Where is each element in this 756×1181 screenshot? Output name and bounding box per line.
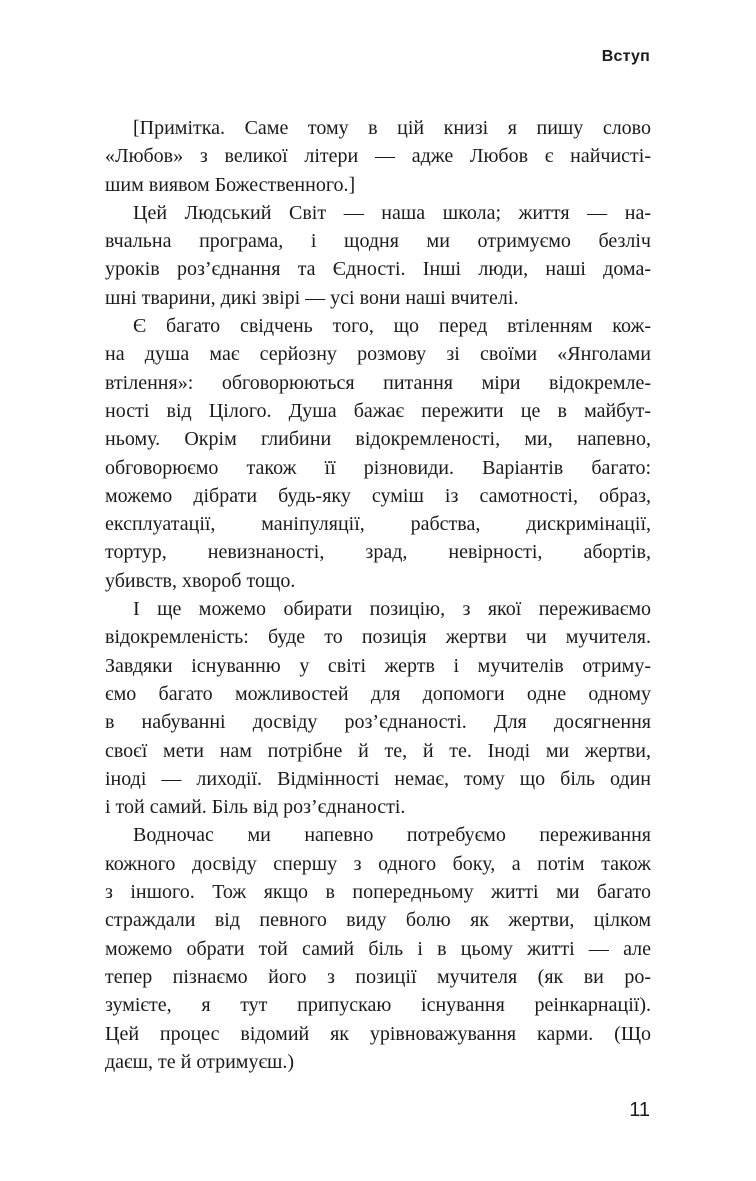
text-line: можемо обрати той самий біль і в цьому житті — але [105,937,651,960]
text-line: іноді — лиходії. Відмінності немає, тому що біль один [105,767,651,790]
text-line: відокремленість: буде то позиція жертви чи мучителя. [105,626,651,649]
text-line: страждали від певного виду болю як жертви, цілком [105,909,651,932]
text-line: ності від Цілого. Душа бажає пережити це в майбут- [105,399,651,422]
paragraph [105,312,651,595]
text-line: [Примітка. Саме тому в цій книзі я пишу слово [133,117,651,139]
paragraph [105,595,651,821]
text-line: Є багато свідчень того, що перед втіленням кож- [133,315,651,338]
text-line: експлуатації, маніпуляції, рабства, дискримінації, [105,513,651,536]
text-line: убивств, хвороб тощо. [105,569,296,592]
text-line: зумієте, я тут припускаю існування реінкарнації). [105,994,651,1017]
paragraph [105,114,651,199]
text-line: на душа має серйозну розмову зі своїми «Янголами [105,343,651,366]
paragraph [105,821,651,1076]
running-head-section-title: Вступ [601,48,650,65]
text-line: втілення»: обговорюються питання міри відокремле- [105,371,651,394]
text-line: «Любов» з великої літери — адже Любов є найчисті- [105,145,651,168]
text-line: шим виявом Божественного.] [105,173,356,196]
text-line: даєш, те й отримуєш.) [105,1050,295,1073]
text-line: Цей процес відомий як урівноважування карми. (Що [105,1022,651,1045]
text-line: кожного досвіду спершу з одного боку, а потім також [105,852,651,875]
text-line: вчальна програма, і щодня ми отримуємо безліч [105,230,651,253]
paragraph [105,199,651,312]
text-line: тепер пізнаємо його з позиції мучителя (як ви ро- [105,965,651,988]
text-line: Цей Людський Світ — наша школа; життя — на- [133,201,651,224]
text-line: можемо дібрати будь-яку суміш із самотності, образ, [105,484,651,507]
text-line: Водночас ми напевно потребуємо переживання [133,824,651,847]
text-line: уроків роз’єднання та Єдності. Інші люди, наші дома- [105,258,651,281]
text-line: ньому. Окрім глибини відокремленості, ми, напевно, [105,428,651,451]
text-line: І ще можемо обирати позицію, з якої переживаємо [133,598,651,621]
body-text [105,114,651,1076]
text-line: тортур, невизнаності, зрад, невірності, абортів, [105,541,651,564]
page-number: 11 [629,1099,650,1121]
text-line: Завдяки існуванню у світі жертв і мучителів отриму- [105,654,651,677]
text-line: з іншого. Тож якщо в попередньому житті ми багато [105,881,651,904]
text-line: своєї мети нам потрібне й те, й те. Іноді ми жертви, [105,739,651,762]
text-line: і той самий. Біль від роз’єднаності. [105,796,406,819]
text-line: шні тварини, дикі звірі — усі вони наші вчителі. [105,286,519,309]
text-line: обговорюємо також її різновиди. Варіантів багато: [105,456,651,479]
text-line: ємо багато можливостей для допомоги одне одному [105,682,651,705]
text-line: в набуванні досвіду роз’єднаності. Для досягнення [105,711,651,734]
